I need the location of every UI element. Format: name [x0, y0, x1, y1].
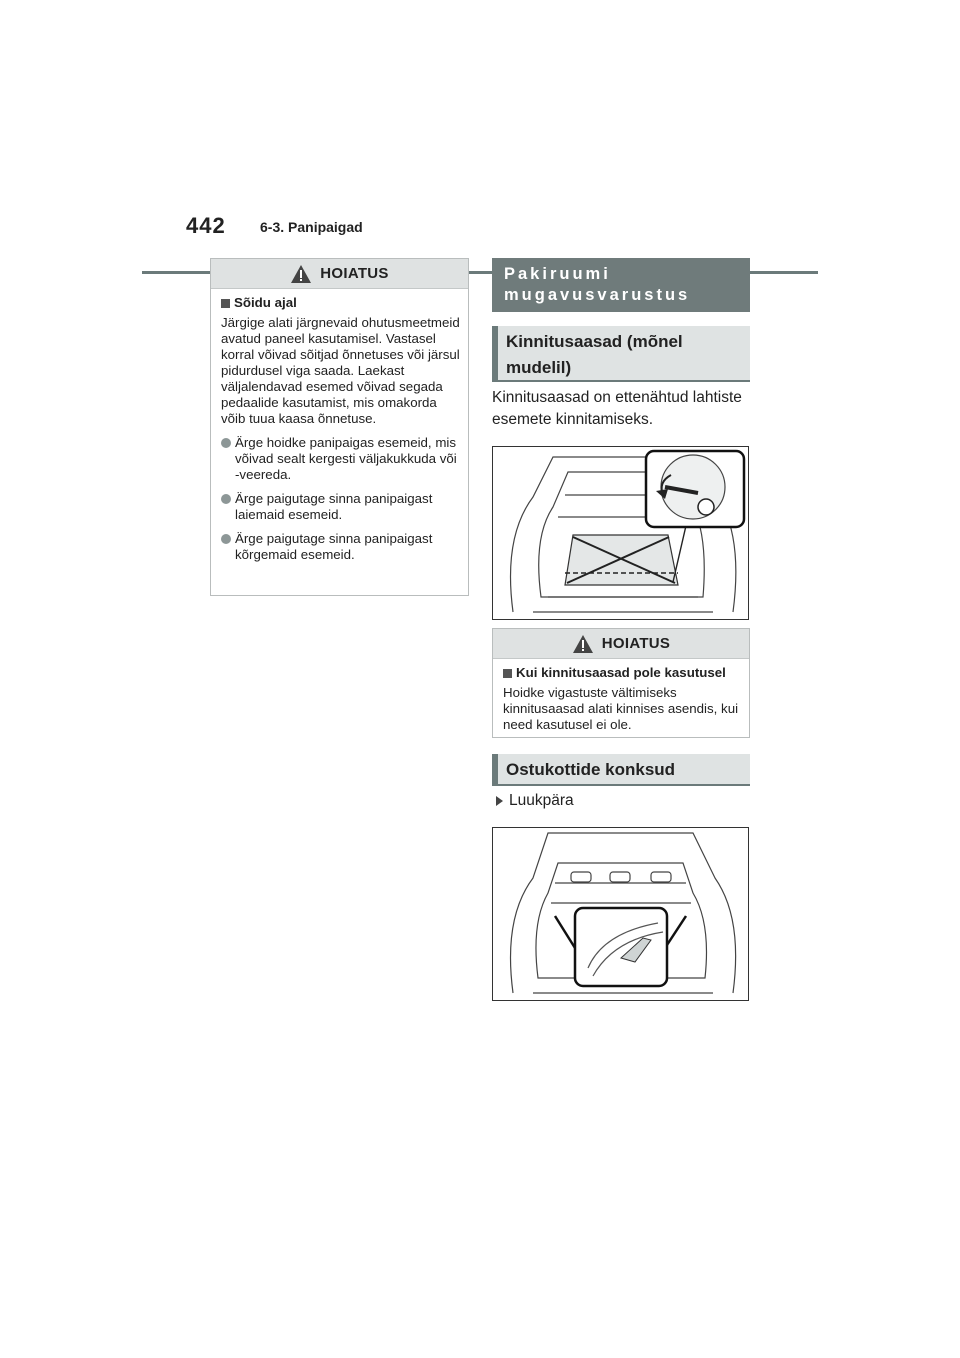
bullet-dot-icon — [221, 534, 231, 544]
heading-tiedowns: Kinnitusaasad (mõnel mudelil) — [492, 326, 750, 382]
hooks-list-item: Luukpära — [496, 792, 574, 810]
warning-subheading: Kui kinnitusaasad pole kasutusel — [503, 665, 741, 681]
figure-tiedowns — [492, 446, 749, 620]
warning-bullet: Ärge paigutage sinna panipaigast kõrgemaid esemeid. — [221, 531, 460, 563]
warning-bullet: Ärge paigutage sinna panipaigast laiemaid esemeid. — [221, 491, 460, 523]
bullet-dot-icon — [221, 438, 231, 448]
trunk-hooks-illustration — [493, 828, 748, 1000]
warning-subheading: Sõidu ajal — [221, 295, 460, 311]
warning-bullet: Ärge hoidke panipaigas esemeid, mis võivad sealt kergesti väljakukkuda või -veereda. — [221, 435, 460, 483]
tiedowns-text: Kinnitusaasad on ettenähtud lahtiste esemete kinnitamiseks. — [492, 389, 742, 428]
warning-triangle-icon — [290, 264, 312, 284]
warning-title: HOIATUS — [320, 265, 389, 282]
page-number: 442 — [186, 213, 226, 238]
figure-hooks — [492, 827, 749, 1001]
arrow-bullet-icon — [496, 796, 503, 806]
trunk-tiedown-illustration — [493, 447, 748, 619]
heading-hooks: Ostukottide konksud — [492, 754, 750, 786]
section-title: 6-3. Panipaigad — [260, 219, 363, 235]
bullet-dot-icon — [221, 494, 231, 504]
warning-paragraph: Hoidke vigastuste vältimiseks kinnitusaasad alati kinnises asendis, kui need kasutusel ei ole. — [503, 685, 739, 732]
warning-header — [493, 629, 749, 659]
warning-header — [211, 259, 468, 289]
main-heading: Pakiruumi mugavusvarustus — [492, 258, 750, 312]
warning-box-tiedowns — [492, 628, 750, 738]
warning-paragraph: Järgige alati järgnevaid ohutusmeetmeid avatud paneel kasutamisel. Vastasel korral võivad sõitjad õnnetuses või järsul pidurdusel viga saada. Laekast väljalendavad esemed võivad segada pedaalide kasutamist, mis omakorda võib tuua kaasa õnnetuse. — [221, 315, 460, 426]
warning-triangle-icon — [572, 634, 594, 654]
warning-title: HOIATUS — [601, 635, 671, 652]
warning-box-driving — [210, 258, 469, 596]
square-bullet-icon — [221, 299, 230, 308]
square-bullet-icon — [503, 669, 512, 678]
